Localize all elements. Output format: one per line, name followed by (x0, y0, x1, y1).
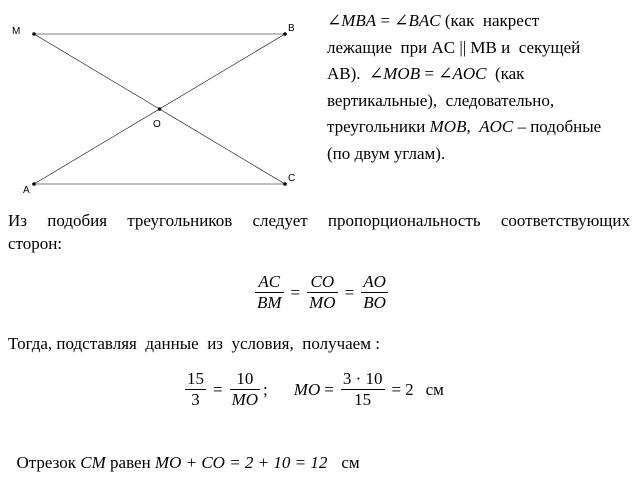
equals-sign: = (290, 282, 301, 302)
fraction-ac-bm (255, 272, 284, 313)
numerator: AC (258, 272, 281, 291)
numerator: CO (310, 272, 335, 291)
numerator: 15 (187, 369, 204, 388)
triangle-mob: MOB, (429, 117, 471, 136)
reasoning-text: AB). (327, 64, 370, 83)
denominator: BM (257, 293, 282, 312)
equals-sign: = (380, 11, 391, 30)
unit: см (425, 379, 444, 399)
reasoning-line-3 (327, 61, 631, 88)
equals-sign: = (391, 379, 402, 399)
conclusion-text: равен (105, 453, 155, 472)
point-c (283, 182, 287, 186)
unit: см (341, 453, 360, 472)
equals-sign: = (213, 379, 223, 399)
denominator: MO (231, 390, 259, 409)
denominator: BO (363, 293, 386, 312)
reasoning-line-2: лежащие при AC || MB и секущей (327, 37, 581, 57)
label-c: C (288, 173, 296, 184)
proportion-intro-line-2: сторон: (8, 234, 63, 253)
denominator: 15 (354, 390, 372, 409)
conclusion-line (8, 428, 360, 474)
proportion-formula (252, 272, 391, 313)
separator: ; (263, 379, 268, 399)
substitution-formula (182, 369, 444, 410)
result-value: 2 (405, 379, 414, 399)
reasoning-text: – подобные (513, 117, 602, 136)
segment-cm: CM (80, 453, 106, 472)
reasoning-line-6: (по двум углам). (327, 143, 446, 163)
denominator: MO (309, 293, 336, 312)
denominator: 3 (191, 390, 200, 409)
numerator: 3 · 10 (342, 369, 383, 388)
reasoning-text: треугольники (327, 117, 430, 136)
mo-variable: MO (293, 379, 321, 399)
reasoning-line-4: вертикальные), следовательно, (327, 90, 555, 110)
numerator: 10 (236, 369, 254, 388)
point-o (158, 107, 162, 111)
equals-sign: = (424, 64, 434, 83)
reasoning-paragraph (327, 8, 631, 167)
point-a (32, 182, 36, 186)
proportion-intro-line-1: Из подобия треугольников следует пропорциональность соответствующих (8, 211, 630, 230)
label-b: B (288, 23, 295, 34)
angle-mob: ∠MOB (369, 64, 421, 83)
point-m (32, 32, 36, 36)
fraction-co-mo (307, 272, 337, 313)
reasoning-line-5 (327, 114, 631, 141)
conclusion-expression: MO + CO = 2 + 10 = 12 (154, 453, 328, 472)
label-m: M (12, 26, 21, 37)
numerator: AO (363, 272, 386, 291)
point-b (283, 32, 287, 36)
label-o: O (153, 119, 161, 130)
conclusion-text: Отрезок (16, 453, 81, 472)
equals-sign: = (324, 379, 334, 399)
angle-aoc: ∠AOC (438, 64, 487, 83)
fraction-10-mo (230, 369, 260, 410)
fraction-15-3 (185, 369, 206, 410)
reasoning-line-1 (327, 8, 631, 35)
fraction-ao-bo (361, 272, 388, 313)
fraction-3x10-15 (341, 369, 385, 410)
reasoning-text: (как накрест (440, 11, 540, 30)
angle-mba: ∠MBA (327, 11, 377, 30)
triangle-aoc: AOC (479, 117, 514, 136)
reasoning-text: (как (486, 64, 525, 83)
geometry-figure (0, 0, 320, 205)
substitution-intro: Тогда, подставляя данные из условия, получаем : (8, 334, 380, 353)
equals-sign: = (344, 282, 355, 302)
angle-bac: ∠BAC (394, 11, 441, 30)
label-a: A (23, 185, 30, 196)
